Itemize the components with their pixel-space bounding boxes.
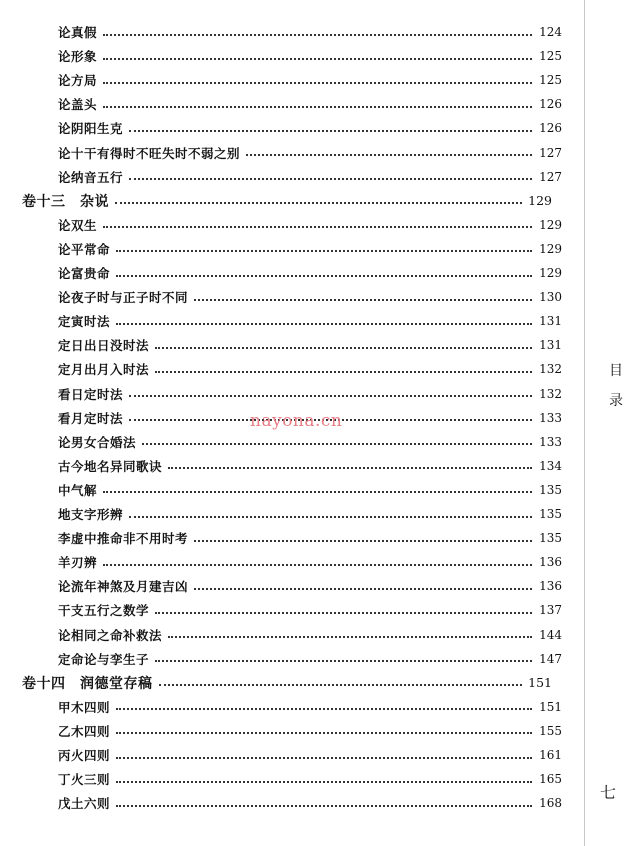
- toc-entry-title: 论十干有得时不旺失时不弱之别: [58, 145, 241, 161]
- toc-entry-page: 125: [539, 49, 562, 64]
- toc-entry-title: 戊土六则: [58, 796, 111, 812]
- toc-entry: [0, 550, 580, 574]
- toc-entry: [0, 598, 580, 622]
- dot-leader: [194, 539, 532, 542]
- toc-entry-page: 137: [539, 603, 562, 618]
- dot-leader: [116, 707, 532, 710]
- dot-leader: [129, 129, 532, 132]
- dot-leader: [129, 515, 532, 518]
- toc-chapter-entry: [0, 189, 580, 213]
- toc-entry-page: 131: [539, 338, 562, 353]
- toc-entry-title: 定命论与孪生子: [58, 651, 150, 667]
- toc-entry: [0, 791, 580, 815]
- dot-leader: [116, 322, 532, 325]
- toc-entry: [0, 647, 580, 671]
- toc-entry: [0, 116, 580, 140]
- toc-entry-page: 147: [539, 651, 562, 666]
- toc-entry: [0, 695, 580, 719]
- dot-leader: [155, 611, 532, 614]
- toc-entry-page: 126: [539, 121, 562, 136]
- toc-entry-title: 论流年神煞及月建吉凶: [58, 579, 189, 595]
- toc-entry: [0, 502, 580, 526]
- dot-leader: [142, 442, 532, 445]
- toc-entry-page: 136: [539, 579, 562, 594]
- toc-entry-page: 168: [539, 796, 562, 811]
- dot-leader: [129, 394, 532, 397]
- toc-entry: [0, 237, 580, 261]
- toc-entry-page: 133: [539, 434, 562, 449]
- dot-leader: [246, 153, 532, 156]
- page-edge-divider: [584, 0, 585, 846]
- toc-entry: [0, 309, 580, 333]
- toc-entry-page: 136: [539, 555, 562, 570]
- toc-entry-title: 论夜子时与正子时不同: [58, 290, 189, 306]
- toc-entry: [0, 333, 580, 357]
- dot-leader: [116, 274, 532, 277]
- dot-leader: [155, 370, 532, 373]
- toc-entry: [0, 574, 580, 598]
- toc-entry-title: 论富贵命: [58, 266, 111, 281]
- dot-leader: [155, 659, 532, 662]
- toc-entry-page: 124: [539, 25, 562, 39]
- watermark: nayona.cn: [250, 411, 343, 431]
- dot-leader: [168, 635, 532, 638]
- dot-leader: [155, 346, 532, 349]
- toc-entry-title: 论形象: [58, 49, 98, 65]
- toc-entry-title: 甲木四则: [58, 699, 111, 715]
- toc-entry: [0, 623, 580, 647]
- toc-entry-title: 论双生: [58, 217, 98, 233]
- toc-entry: [0, 719, 580, 743]
- toc-entry-title: 丁火三则: [58, 772, 111, 788]
- toc-entry-title: 论纳音五行: [58, 169, 124, 185]
- toc-entry-title: 丙火四则: [58, 748, 111, 763]
- toc-entry: [0, 454, 580, 478]
- toc-entry-title: 卷十四 润德堂存稿: [22, 675, 153, 692]
- toc-entry-page: 151: [539, 699, 562, 714]
- toc-entry-title: 论平常命: [58, 241, 111, 257]
- toc-entry-title: 定月出月入时法: [58, 362, 150, 378]
- toc-entry-page: 135: [539, 507, 562, 521]
- toc-entry-page: 144: [539, 627, 562, 642]
- dot-leader: [116, 804, 532, 807]
- toc-entry-title: 看日定时法: [58, 386, 124, 402]
- toc-entry-page: 161: [539, 748, 562, 762]
- toc-entry-title: 李虚中推命非不用时考: [58, 531, 189, 547]
- toc-entry: [0, 44, 580, 68]
- toc-entry-page: 155: [539, 723, 562, 738]
- toc-chapter-entry: [0, 671, 580, 695]
- toc-entry: [0, 743, 580, 767]
- toc-entry-title: 地支字形辨: [58, 507, 124, 522]
- toc-entry-page: 135: [539, 531, 562, 546]
- dot-leader: [116, 756, 532, 759]
- toc-entry-page: 132: [539, 362, 562, 377]
- toc-entry: [0, 20, 580, 44]
- toc-entry-page: 129: [528, 193, 552, 209]
- toc-entry-title: 古今地名异同歌诀: [58, 458, 163, 474]
- dot-leader: [116, 780, 532, 783]
- toc-entry-page: 126: [539, 97, 562, 112]
- dot-leader: [103, 490, 532, 493]
- toc-entry-page: 131: [539, 314, 562, 329]
- toc-entry: [0, 141, 580, 165]
- toc-entry: [0, 767, 580, 791]
- toc-entry: [0, 478, 580, 502]
- dot-leader: [103, 81, 532, 84]
- toc-entry: [0, 261, 580, 285]
- toc-entry-title: 中气解: [58, 482, 98, 498]
- dot-leader: [103, 563, 532, 566]
- toc-entry-page: 134: [539, 458, 562, 473]
- toc-entry-page: 127: [539, 169, 562, 184]
- toc-entry-title: 定日出日没时法: [58, 338, 150, 354]
- dot-leader: [159, 683, 523, 686]
- dot-leader: [168, 466, 532, 469]
- toc-entry-title: 乙木四则: [58, 723, 111, 739]
- folio-page-number: 七: [600, 783, 617, 802]
- toc-entry-title: 论盖头: [58, 97, 98, 113]
- dot-leader: [103, 225, 532, 228]
- side-label-char-1: 目: [609, 363, 623, 379]
- toc-entry-title: 羊刃辨: [58, 555, 98, 571]
- toc-entry-page: 129: [539, 266, 562, 280]
- toc-entry-title: 论男女合婚法: [58, 434, 137, 450]
- toc-entry-title: 论相同之命补救法: [58, 627, 163, 643]
- dot-leader: [115, 201, 522, 204]
- toc-entry: [0, 285, 580, 309]
- dot-leader: [194, 587, 532, 590]
- toc-entry-title: 卷十三 杂说: [22, 193, 109, 210]
- toc-entry: [0, 213, 580, 237]
- toc-entry-page: 133: [539, 410, 562, 425]
- dot-leader: [116, 249, 532, 252]
- side-section-label: [606, 356, 626, 416]
- toc-entry-title: 论真假: [58, 25, 98, 40]
- dot-leader: [103, 105, 532, 108]
- dot-leader: [116, 731, 532, 734]
- toc-entry-page: 130: [539, 290, 562, 305]
- side-label-char-2: 录: [609, 393, 623, 409]
- toc-entry-title: 定寅时法: [58, 314, 111, 330]
- toc-entry-title: 论方局: [58, 73, 98, 89]
- toc-entry-page: 132: [539, 386, 562, 401]
- toc-entry: [0, 357, 580, 381]
- toc-entry: [0, 526, 580, 550]
- toc-entry: [0, 165, 580, 189]
- toc-entry-title: 看月定时法: [58, 410, 124, 426]
- toc-entry-title: 论阴阳生克: [58, 121, 124, 137]
- toc-entry: [0, 92, 580, 116]
- toc-entry-page: 135: [539, 482, 562, 497]
- dot-leader: [103, 57, 532, 60]
- toc-entry-page: 129: [539, 217, 562, 232]
- toc-entry-page: 127: [539, 145, 562, 160]
- toc-entry: [0, 382, 580, 406]
- toc-entry-page: 165: [539, 772, 562, 787]
- toc-entry: [0, 68, 580, 92]
- toc-entry-page: 129: [539, 241, 562, 256]
- toc-entry-page: 151: [528, 675, 552, 691]
- toc-entry-title: 干支五行之数学: [58, 603, 150, 619]
- dot-leader: [194, 298, 532, 301]
- toc-entry-page: 125: [539, 73, 562, 88]
- dot-leader: [129, 177, 532, 180]
- toc-entry: [0, 430, 580, 454]
- dot-leader: [103, 33, 532, 36]
